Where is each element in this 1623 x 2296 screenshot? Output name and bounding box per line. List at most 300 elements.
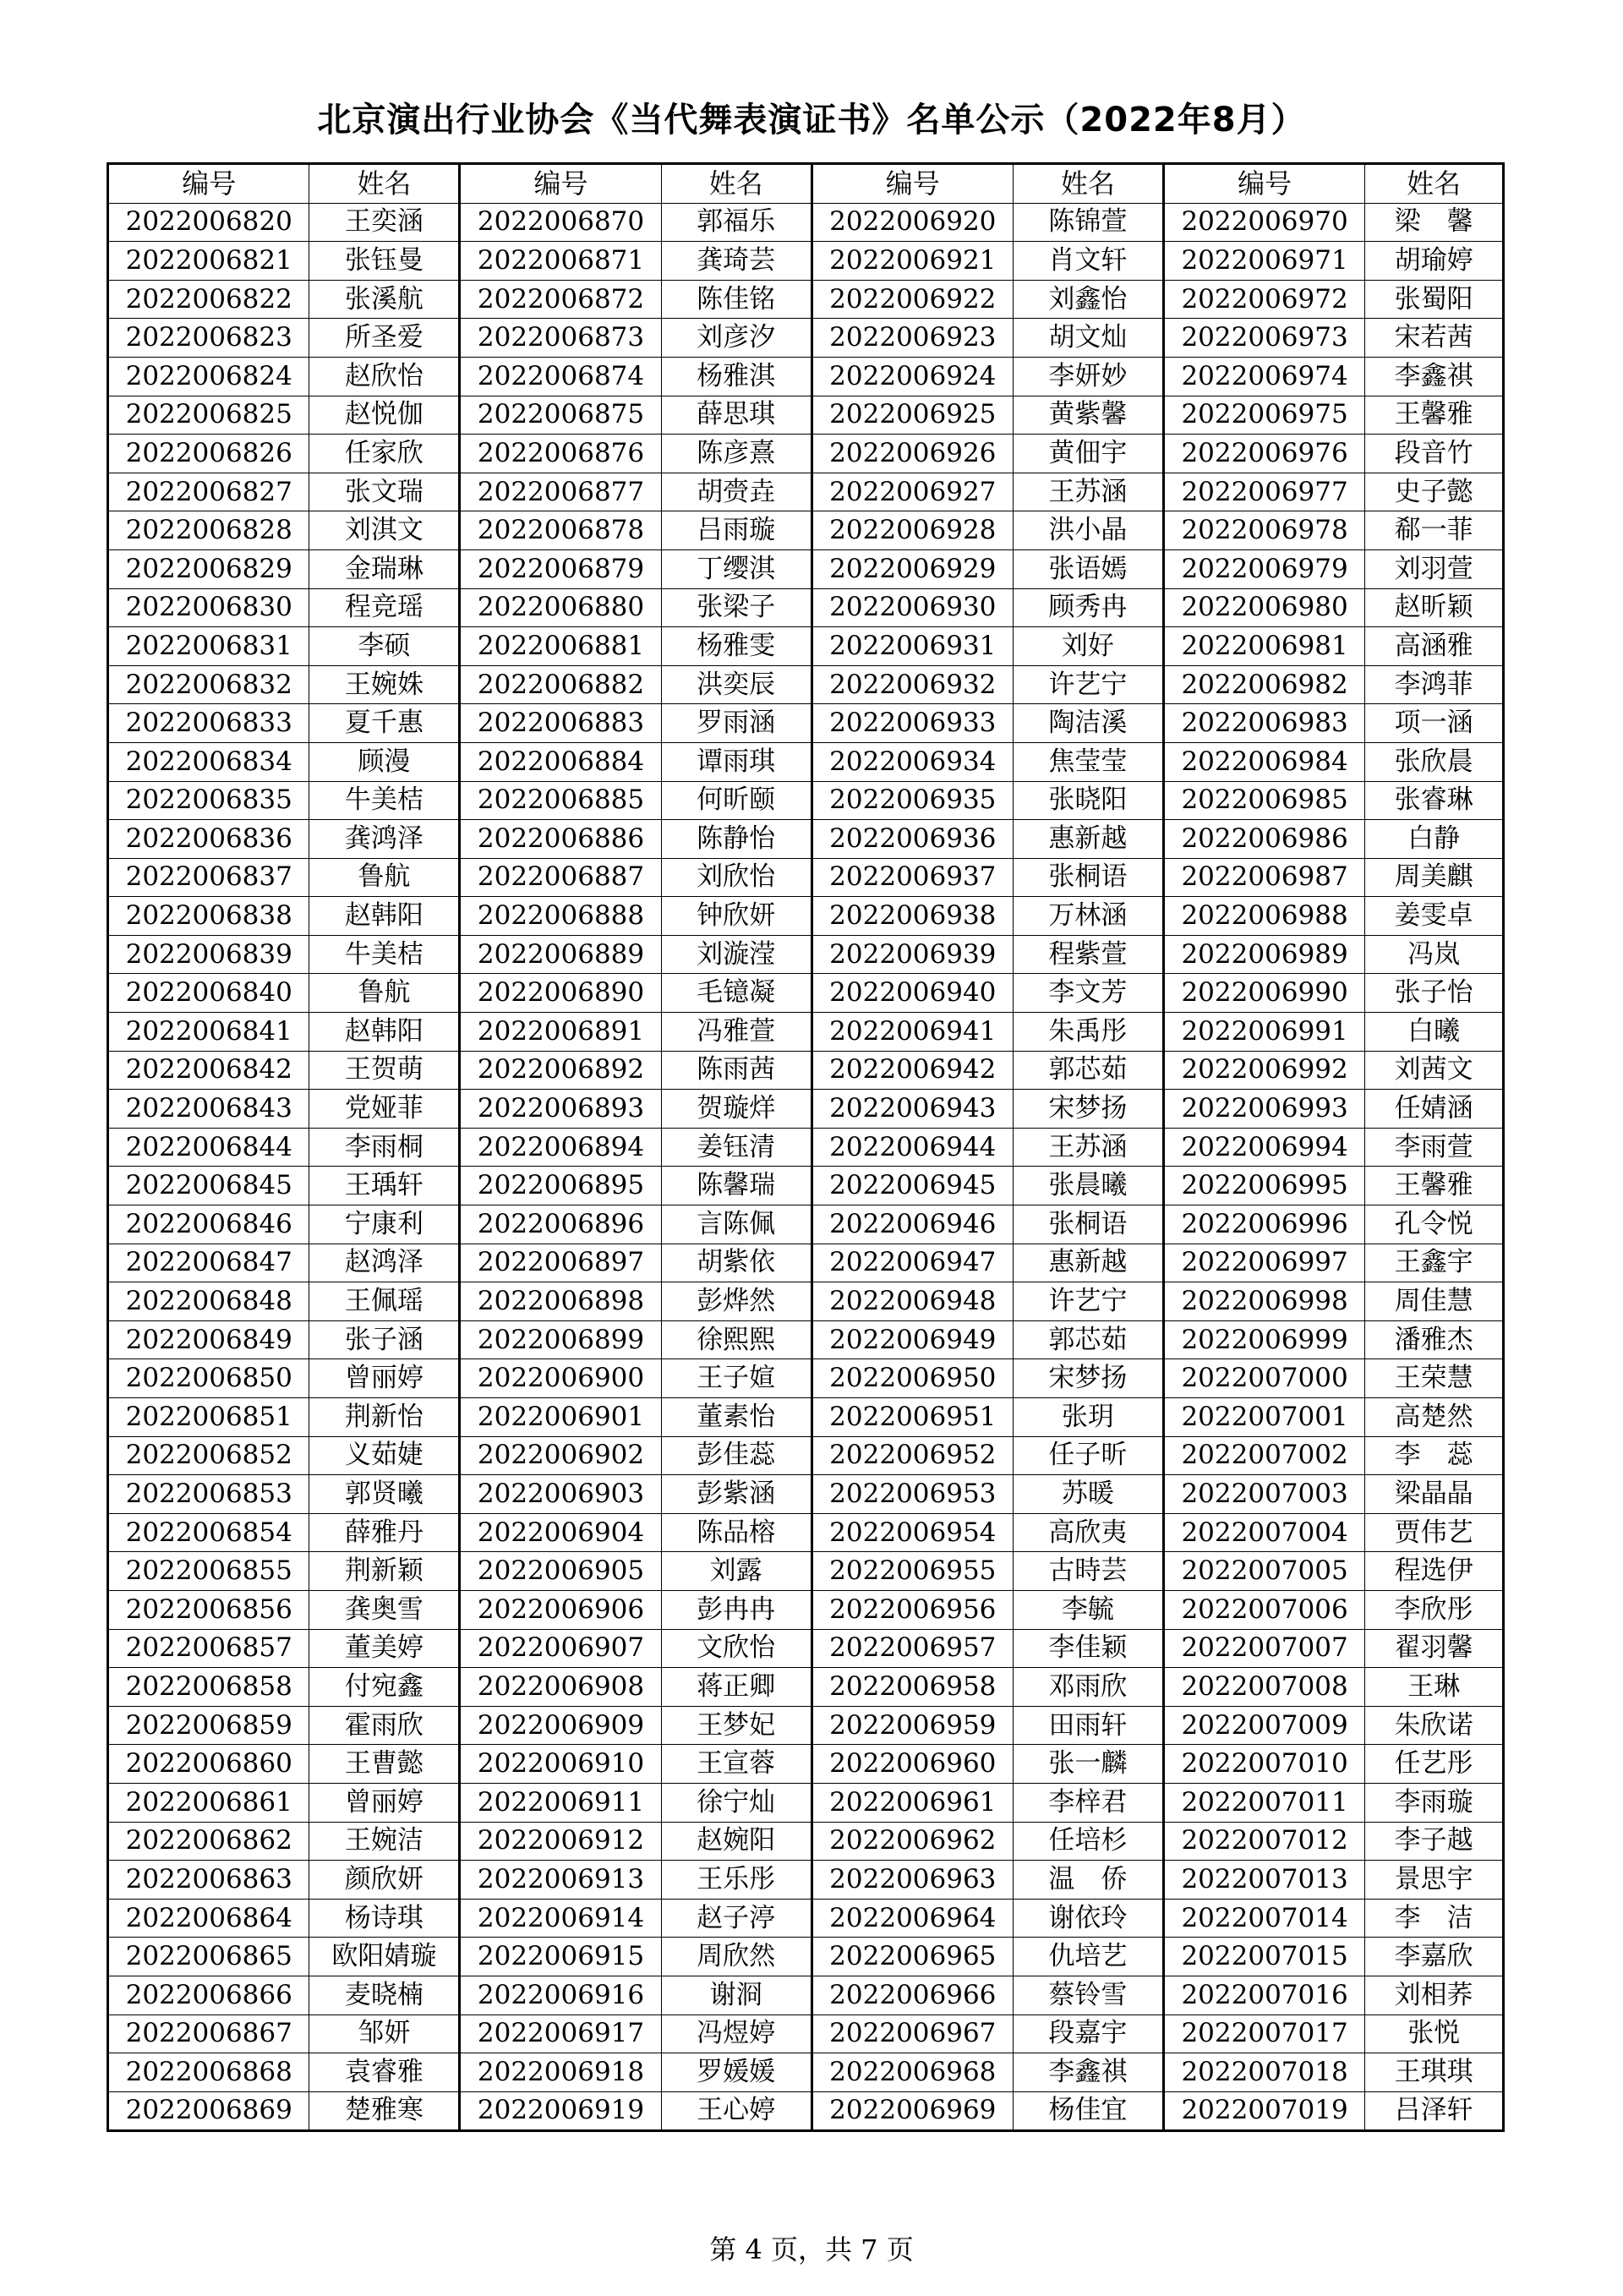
certificate-number-cell: 2022007007 bbox=[1163, 1629, 1364, 1668]
holder-name-cell: 薛思琪 bbox=[661, 396, 812, 435]
certificate-number-cell: 2022006965 bbox=[812, 1938, 1013, 1976]
table-row bbox=[108, 1745, 1504, 1784]
holder-name-cell: 梁 馨 bbox=[1365, 203, 1504, 242]
certificate-number-cell: 2022006963 bbox=[812, 1861, 1013, 1900]
certificate-number-cell: 2022006934 bbox=[812, 742, 1013, 781]
certificate-number-cell: 2022006828 bbox=[108, 511, 309, 550]
certificate-number-cell: 2022006866 bbox=[108, 1976, 309, 2014]
certificate-number-cell: 2022006878 bbox=[460, 511, 661, 550]
certificate-number-cell: 2022006976 bbox=[1163, 435, 1364, 473]
holder-name-cell: 王馨雅 bbox=[1365, 396, 1504, 435]
holder-name-cell: 任家欣 bbox=[309, 435, 460, 473]
holder-name-cell: 文欣怡 bbox=[661, 1629, 812, 1668]
table-row bbox=[108, 1128, 1504, 1167]
roster-body bbox=[108, 203, 1504, 2131]
certificate-number-cell: 2022007000 bbox=[1163, 1359, 1364, 1398]
certificate-number-cell: 2022006833 bbox=[108, 704, 309, 743]
table-row bbox=[108, 1976, 1504, 2014]
holder-name-cell: 王瑀轩 bbox=[309, 1167, 460, 1205]
certificate-number-cell: 2022006826 bbox=[108, 435, 309, 473]
certificate-number-cell: 2022006834 bbox=[108, 742, 309, 781]
certificate-number-cell: 2022007013 bbox=[1163, 1861, 1364, 1900]
certificate-number-cell: 2022006909 bbox=[460, 1706, 661, 1745]
table-row bbox=[108, 781, 1504, 820]
holder-name-cell: 彭紫涵 bbox=[661, 1475, 812, 1514]
holder-name-cell: 史子懿 bbox=[1365, 473, 1504, 511]
holder-name-cell: 赵悦伽 bbox=[309, 396, 460, 435]
certificate-number-cell: 2022006899 bbox=[460, 1320, 661, 1359]
table-row bbox=[108, 511, 1504, 550]
table-row bbox=[108, 1513, 1504, 1552]
holder-name-cell: 李梓君 bbox=[1014, 1783, 1164, 1822]
holder-name-cell: 彭冉冉 bbox=[661, 1590, 812, 1629]
certificate-number-cell: 2022007010 bbox=[1163, 1745, 1364, 1784]
certificate-number-cell: 2022006835 bbox=[108, 781, 309, 820]
holder-name-cell: 彭佳蕊 bbox=[661, 1436, 812, 1475]
holder-name-cell: 谭雨琪 bbox=[661, 742, 812, 781]
table-row bbox=[108, 1475, 1504, 1514]
certificate-number-cell: 2022006925 bbox=[812, 396, 1013, 435]
holder-name-cell: 孔令悦 bbox=[1365, 1205, 1504, 1244]
holder-name-cell: 姜雯卓 bbox=[1365, 897, 1504, 936]
certificate-number-cell: 2022006887 bbox=[460, 858, 661, 897]
certificate-number-cell: 2022006884 bbox=[460, 742, 661, 781]
certificate-number-cell: 2022006863 bbox=[108, 1861, 309, 1900]
certificate-number-cell: 2022006850 bbox=[108, 1359, 309, 1398]
holder-name-cell: 李雨萱 bbox=[1365, 1128, 1504, 1167]
holder-name-cell: 党娅菲 bbox=[309, 1090, 460, 1129]
holder-name-cell: 何昕颐 bbox=[661, 781, 812, 820]
holder-name-cell: 陶洁溪 bbox=[1014, 704, 1164, 743]
certificate-number-cell: 2022007017 bbox=[1163, 2014, 1364, 2053]
certificate-number-cell: 2022007002 bbox=[1163, 1436, 1364, 1475]
table-row bbox=[108, 1090, 1504, 1129]
holder-name-cell: 赵鸿泽 bbox=[309, 1244, 460, 1282]
certificate-number-cell: 2022007009 bbox=[1163, 1706, 1364, 1745]
certificate-number-cell: 2022006998 bbox=[1163, 1282, 1364, 1321]
holder-name-cell: 张玥 bbox=[1014, 1398, 1164, 1437]
holder-name-cell: 郗一菲 bbox=[1365, 511, 1504, 550]
table-row bbox=[108, 1822, 1504, 1861]
holder-name-cell: 李鑫祺 bbox=[1365, 357, 1504, 396]
holder-name-cell: 丁缨淇 bbox=[661, 549, 812, 588]
holder-name-cell: 薛雅丹 bbox=[309, 1513, 460, 1552]
certificate-number-cell: 2022006885 bbox=[460, 781, 661, 820]
holder-name-cell: 赵婉阳 bbox=[661, 1822, 812, 1861]
certificate-number-cell: 2022007001 bbox=[1163, 1398, 1364, 1437]
table-row bbox=[108, 1051, 1504, 1090]
holder-name-cell: 刘漩滢 bbox=[661, 935, 812, 974]
certificate-number-cell: 2022006865 bbox=[108, 1938, 309, 1976]
holder-name-cell: 王鑫宇 bbox=[1365, 1244, 1504, 1282]
holder-name-cell: 鲁航 bbox=[309, 858, 460, 897]
certificate-number-cell: 2022006869 bbox=[108, 2091, 309, 2131]
certificate-number-cell: 2022006970 bbox=[1163, 203, 1364, 242]
certificate-number-cell: 2022006999 bbox=[1163, 1320, 1364, 1359]
certificate-number-cell: 2022006856 bbox=[108, 1590, 309, 1629]
certificate-number-cell: 2022007012 bbox=[1163, 1822, 1364, 1861]
certificate-number-cell: 2022006933 bbox=[812, 704, 1013, 743]
holder-name-cell: 郭贤曦 bbox=[309, 1475, 460, 1514]
holder-name-cell: 翟羽馨 bbox=[1365, 1629, 1504, 1668]
certificate-number-cell: 2022006992 bbox=[1163, 1051, 1364, 1090]
holder-name-cell: 贾伟艺 bbox=[1365, 1513, 1504, 1552]
holder-name-cell: 赵韩阳 bbox=[309, 1013, 460, 1052]
certificate-number-cell: 2022007005 bbox=[1163, 1552, 1364, 1591]
holder-name-cell: 荆新怡 bbox=[309, 1398, 460, 1437]
certificate-number-cell: 2022006873 bbox=[460, 319, 661, 358]
certificate-number-cell: 2022006838 bbox=[108, 897, 309, 936]
holder-name-cell: 周佳慧 bbox=[1365, 1282, 1504, 1321]
header-row bbox=[108, 164, 1504, 204]
holder-name-cell: 高欣夷 bbox=[1014, 1513, 1164, 1552]
certificate-number-cell: 2022007014 bbox=[1163, 1899, 1364, 1938]
column-header-number: 编号 bbox=[1163, 164, 1364, 204]
certificate-number-cell: 2022006993 bbox=[1163, 1090, 1364, 1129]
certificate-number-cell: 2022006917 bbox=[460, 2014, 661, 2053]
certificate-number-cell: 2022006903 bbox=[460, 1475, 661, 1514]
certificate-number-cell: 2022006930 bbox=[812, 588, 1013, 627]
holder-name-cell: 高涵雅 bbox=[1365, 627, 1504, 666]
certificate-number-cell: 2022006984 bbox=[1163, 742, 1364, 781]
table-row bbox=[108, 1783, 1504, 1822]
holder-name-cell: 蒋正卿 bbox=[661, 1668, 812, 1707]
certificate-number-cell: 2022006957 bbox=[812, 1629, 1013, 1668]
certificate-number-cell: 2022006886 bbox=[460, 820, 661, 859]
holder-name-cell: 张溪航 bbox=[309, 280, 460, 319]
holder-name-cell: 龚鸿泽 bbox=[309, 820, 460, 859]
certificate-number-cell: 2022006874 bbox=[460, 357, 661, 396]
holder-name-cell: 李雨璇 bbox=[1365, 1783, 1504, 1822]
certificate-number-cell: 2022006912 bbox=[460, 1822, 661, 1861]
holder-name-cell: 李 蕊 bbox=[1365, 1436, 1504, 1475]
holder-name-cell: 温 侨 bbox=[1014, 1861, 1164, 1900]
certificate-number-cell: 2022006955 bbox=[812, 1552, 1013, 1591]
certificate-number-cell: 2022006956 bbox=[812, 1590, 1013, 1629]
certificate-number-cell: 2022006852 bbox=[108, 1436, 309, 1475]
column-header-number: 编号 bbox=[460, 164, 661, 204]
certificate-number-cell: 2022006880 bbox=[460, 588, 661, 627]
table-row bbox=[108, 1552, 1504, 1591]
holder-name-cell: 王苏涵 bbox=[1014, 473, 1164, 511]
holder-name-cell: 霍雨欣 bbox=[309, 1706, 460, 1745]
certificate-number-cell: 2022006985 bbox=[1163, 781, 1364, 820]
holder-name-cell: 毛镱凝 bbox=[661, 974, 812, 1013]
table-row bbox=[108, 897, 1504, 936]
holder-name-cell: 段音竹 bbox=[1365, 435, 1504, 473]
certificate-number-cell: 2022006980 bbox=[1163, 588, 1364, 627]
certificate-number-cell: 2022006945 bbox=[812, 1167, 1013, 1205]
table-row bbox=[108, 1706, 1504, 1745]
holder-name-cell: 董美婷 bbox=[309, 1629, 460, 1668]
certificate-number-cell: 2022006937 bbox=[812, 858, 1013, 897]
holder-name-cell: 彭烨然 bbox=[661, 1282, 812, 1321]
certificate-number-cell: 2022006942 bbox=[812, 1051, 1013, 1090]
holder-name-cell: 吕雨璇 bbox=[661, 511, 812, 550]
certificate-number-cell: 2022006931 bbox=[812, 627, 1013, 666]
holder-name-cell: 白静 bbox=[1365, 820, 1504, 859]
holder-name-cell: 张桐语 bbox=[1014, 858, 1164, 897]
certificate-number-cell: 2022006997 bbox=[1163, 1244, 1364, 1282]
holder-name-cell: 任培杉 bbox=[1014, 1822, 1164, 1861]
certificate-number-cell: 2022006969 bbox=[812, 2091, 1013, 2131]
holder-name-cell: 罗媛媛 bbox=[661, 2053, 812, 2092]
certificate-number-cell: 2022006961 bbox=[812, 1783, 1013, 1822]
certificate-number-cell: 2022006890 bbox=[460, 974, 661, 1013]
holder-name-cell: 张语嫣 bbox=[1014, 549, 1164, 588]
holder-name-cell: 黄紫馨 bbox=[1014, 396, 1164, 435]
holder-name-cell: 张桐语 bbox=[1014, 1205, 1164, 1244]
holder-name-cell: 徐熙熙 bbox=[661, 1320, 812, 1359]
certificate-number-cell: 2022006896 bbox=[460, 1205, 661, 1244]
table-row bbox=[108, 820, 1504, 859]
certificate-number-cell: 2022007016 bbox=[1163, 1976, 1364, 2014]
certificate-number-cell: 2022006870 bbox=[460, 203, 661, 242]
certificate-number-cell: 2022006921 bbox=[812, 242, 1013, 281]
holder-name-cell: 李 洁 bbox=[1365, 1899, 1504, 1938]
holder-name-cell: 白曦 bbox=[1365, 1013, 1504, 1052]
certificate-number-cell: 2022006946 bbox=[812, 1205, 1013, 1244]
certificate-number-cell: 2022006872 bbox=[460, 280, 661, 319]
holder-name-cell: 王荣慧 bbox=[1365, 1359, 1504, 1398]
certificate-number-cell: 2022006972 bbox=[1163, 280, 1364, 319]
certificate-number-cell: 2022006904 bbox=[460, 1513, 661, 1552]
certificate-number-cell: 2022006923 bbox=[812, 319, 1013, 358]
table-row bbox=[108, 549, 1504, 588]
table-row bbox=[108, 1282, 1504, 1321]
certificate-number-cell: 2022006944 bbox=[812, 1128, 1013, 1167]
certificate-number-cell: 2022006906 bbox=[460, 1590, 661, 1629]
holder-name-cell: 胡文灿 bbox=[1014, 319, 1164, 358]
certificate-number-cell: 2022006843 bbox=[108, 1090, 309, 1129]
certificate-number-cell: 2022006943 bbox=[812, 1090, 1013, 1129]
holder-name-cell: 张文瑞 bbox=[309, 473, 460, 511]
holder-name-cell: 王馨雅 bbox=[1365, 1167, 1504, 1205]
table-row bbox=[108, 242, 1504, 281]
holder-name-cell: 张睿琳 bbox=[1365, 781, 1504, 820]
holder-name-cell: 张子怡 bbox=[1365, 974, 1504, 1013]
table-row bbox=[108, 627, 1504, 666]
holder-name-cell: 曾丽婷 bbox=[309, 1783, 460, 1822]
table-row bbox=[108, 1938, 1504, 1976]
holder-name-cell: 仇培艺 bbox=[1014, 1938, 1164, 1976]
certificate-number-cell: 2022006939 bbox=[812, 935, 1013, 974]
holder-name-cell: 麦晓楠 bbox=[309, 1976, 460, 2014]
holder-name-cell: 陈馨瑞 bbox=[661, 1167, 812, 1205]
certificate-number-cell: 2022006915 bbox=[460, 1938, 661, 1976]
certificate-number-cell: 2022006889 bbox=[460, 935, 661, 974]
holder-name-cell: 张欣晨 bbox=[1365, 742, 1504, 781]
holder-name-cell: 夏千惠 bbox=[309, 704, 460, 743]
table-row bbox=[108, 203, 1504, 242]
holder-name-cell: 朱禹彤 bbox=[1014, 1013, 1164, 1052]
certificate-number-cell: 2022006839 bbox=[108, 935, 309, 974]
certificate-number-cell: 2022006840 bbox=[108, 974, 309, 1013]
holder-name-cell: 洪小晶 bbox=[1014, 511, 1164, 550]
certificate-number-cell: 2022006986 bbox=[1163, 820, 1364, 859]
table-row bbox=[108, 974, 1504, 1013]
holder-name-cell: 田雨轩 bbox=[1014, 1706, 1164, 1745]
certificate-number-cell: 2022006851 bbox=[108, 1398, 309, 1437]
holder-name-cell: 胡赍垚 bbox=[661, 473, 812, 511]
table-row bbox=[108, 1167, 1504, 1205]
certificate-number-cell: 2022006947 bbox=[812, 1244, 1013, 1282]
holder-name-cell: 高楚然 bbox=[1365, 1398, 1504, 1437]
certificate-number-cell: 2022007003 bbox=[1163, 1475, 1364, 1514]
certificate-number-cell: 2022006876 bbox=[460, 435, 661, 473]
certificate-number-cell: 2022006893 bbox=[460, 1090, 661, 1129]
holder-name-cell: 义茹婕 bbox=[309, 1436, 460, 1475]
certificate-number-cell: 2022006990 bbox=[1163, 974, 1364, 1013]
certificate-number-cell: 2022006857 bbox=[108, 1629, 309, 1668]
holder-name-cell: 李毓 bbox=[1014, 1590, 1164, 1629]
table-row bbox=[108, 396, 1504, 435]
certificate-number-cell: 2022006971 bbox=[1163, 242, 1364, 281]
certificate-number-cell: 2022006922 bbox=[812, 280, 1013, 319]
holder-name-cell: 王琪琪 bbox=[1365, 2053, 1504, 2092]
holder-name-cell: 李文芳 bbox=[1014, 974, 1164, 1013]
holder-name-cell: 洪奕辰 bbox=[661, 665, 812, 704]
certificate-number-cell: 2022006868 bbox=[108, 2053, 309, 2092]
certificate-number-cell: 2022006907 bbox=[460, 1629, 661, 1668]
holder-name-cell: 刘露 bbox=[661, 1552, 812, 1591]
certificate-number-cell: 2022006960 bbox=[812, 1745, 1013, 1784]
holder-name-cell: 赵韩阳 bbox=[309, 897, 460, 936]
holder-name-cell: 荆新颖 bbox=[309, 1552, 460, 1591]
holder-name-cell: 董素怡 bbox=[661, 1398, 812, 1437]
certificate-number-cell: 2022007015 bbox=[1163, 1938, 1364, 1976]
certificate-number-cell: 2022006948 bbox=[812, 1282, 1013, 1321]
certificate-number-cell: 2022006892 bbox=[460, 1051, 661, 1090]
certificate-number-cell: 2022006973 bbox=[1163, 319, 1364, 358]
certificate-number-cell: 2022006882 bbox=[460, 665, 661, 704]
holder-name-cell: 苏暖 bbox=[1014, 1475, 1164, 1514]
certificate-number-cell: 2022006823 bbox=[108, 319, 309, 358]
certificate-number-cell: 2022007008 bbox=[1163, 1668, 1364, 1707]
certificate-number-cell: 2022006913 bbox=[460, 1861, 661, 1900]
column-header-number: 编号 bbox=[812, 164, 1013, 204]
holder-name-cell: 程竞瑶 bbox=[309, 588, 460, 627]
certificate-number-cell: 2022006928 bbox=[812, 511, 1013, 550]
holder-name-cell: 邓雨欣 bbox=[1014, 1668, 1164, 1707]
certificate-number-cell: 2022006860 bbox=[108, 1745, 309, 1784]
holder-name-cell: 赵昕颖 bbox=[1365, 588, 1504, 627]
certificate-number-cell: 2022006862 bbox=[108, 1822, 309, 1861]
table-row bbox=[108, 473, 1504, 511]
holder-name-cell: 姜钰清 bbox=[661, 1128, 812, 1167]
holder-name-cell: 付宛鑫 bbox=[309, 1668, 460, 1707]
certificate-number-cell: 2022006895 bbox=[460, 1167, 661, 1205]
table-row bbox=[108, 2053, 1504, 2092]
certificate-number-cell: 2022006854 bbox=[108, 1513, 309, 1552]
holder-name-cell: 王贺萌 bbox=[309, 1051, 460, 1090]
holder-name-cell: 郭芯茹 bbox=[1014, 1051, 1164, 1090]
holder-name-cell: 胡紫依 bbox=[661, 1244, 812, 1282]
holder-name-cell: 王梦妃 bbox=[661, 1706, 812, 1745]
table-row bbox=[108, 1668, 1504, 1707]
certificate-number-cell: 2022006842 bbox=[108, 1051, 309, 1090]
holder-name-cell: 赵子渟 bbox=[661, 1899, 812, 1938]
holder-name-cell: 张钰曼 bbox=[309, 242, 460, 281]
holder-name-cell: 宋梦扬 bbox=[1014, 1090, 1164, 1129]
holder-name-cell: 陈彦熹 bbox=[661, 435, 812, 473]
holder-name-cell: 顾秀冉 bbox=[1014, 588, 1164, 627]
certificate-number-cell: 2022006935 bbox=[812, 781, 1013, 820]
holder-name-cell: 刘彦汐 bbox=[661, 319, 812, 358]
table-row bbox=[108, 1861, 1504, 1900]
holder-name-cell: 王子媗 bbox=[661, 1359, 812, 1398]
holder-name-cell: 梁晶晶 bbox=[1365, 1475, 1504, 1514]
holder-name-cell: 惠新越 bbox=[1014, 820, 1164, 859]
holder-name-cell: 牛美桔 bbox=[309, 781, 460, 820]
certificate-number-cell: 2022007006 bbox=[1163, 1590, 1364, 1629]
holder-name-cell: 王苏涵 bbox=[1014, 1128, 1164, 1167]
certificate-number-cell: 2022006831 bbox=[108, 627, 309, 666]
certificate-number-cell: 2022006881 bbox=[460, 627, 661, 666]
certificate-number-cell: 2022007018 bbox=[1163, 2053, 1364, 2092]
holder-name-cell: 王琳 bbox=[1365, 1668, 1504, 1707]
holder-name-cell: 刘淇文 bbox=[309, 511, 460, 550]
holder-name-cell: 李佳颖 bbox=[1014, 1629, 1164, 1668]
holder-name-cell: 鲁航 bbox=[309, 974, 460, 1013]
certificate-number-cell: 2022006894 bbox=[460, 1128, 661, 1167]
certificate-number-cell: 2022006918 bbox=[460, 2053, 661, 2092]
table-row bbox=[108, 1398, 1504, 1437]
certificate-number-cell: 2022006940 bbox=[812, 974, 1013, 1013]
holder-name-cell: 程选伊 bbox=[1365, 1552, 1504, 1591]
holder-name-cell: 李子越 bbox=[1365, 1822, 1504, 1861]
holder-name-cell: 龚琦芸 bbox=[661, 242, 812, 281]
holder-name-cell: 黄佃宇 bbox=[1014, 435, 1164, 473]
table-row bbox=[108, 1244, 1504, 1282]
certificate-number-cell: 2022006914 bbox=[460, 1899, 661, 1938]
holder-name-cell: 楚雅寒 bbox=[309, 2091, 460, 2131]
holder-name-cell: 张蜀阳 bbox=[1365, 280, 1504, 319]
certificate-number-cell: 2022006962 bbox=[812, 1822, 1013, 1861]
holder-name-cell: 钟欣妍 bbox=[661, 897, 812, 936]
certificate-number-cell: 2022006964 bbox=[812, 1899, 1013, 1938]
certificate-number-cell: 2022006941 bbox=[812, 1013, 1013, 1052]
certificate-number-cell: 2022006821 bbox=[108, 242, 309, 281]
holder-name-cell: 顾漫 bbox=[309, 742, 460, 781]
table-row bbox=[108, 742, 1504, 781]
certificate-number-cell: 2022006966 bbox=[812, 1976, 1013, 2014]
certificate-number-cell: 2022006958 bbox=[812, 1668, 1013, 1707]
certificate-number-cell: 2022006995 bbox=[1163, 1167, 1364, 1205]
holder-name-cell: 景思宇 bbox=[1365, 1861, 1504, 1900]
certificate-number-cell: 2022006982 bbox=[1163, 665, 1364, 704]
holder-name-cell: 王心婷 bbox=[661, 2091, 812, 2131]
holder-name-cell: 李嘉欣 bbox=[1365, 1938, 1504, 1976]
certificate-number-cell: 2022006988 bbox=[1163, 897, 1364, 936]
certificate-number-cell: 2022006905 bbox=[460, 1552, 661, 1591]
holder-name-cell: 任艺彤 bbox=[1365, 1745, 1504, 1784]
holder-name-cell: 张晓阳 bbox=[1014, 781, 1164, 820]
certificate-number-cell: 2022006996 bbox=[1163, 1205, 1364, 1244]
holder-name-cell: 杨佳宜 bbox=[1014, 2091, 1164, 2131]
holder-name-cell: 冯岚 bbox=[1365, 935, 1504, 974]
holder-name-cell: 刘茜文 bbox=[1365, 1051, 1504, 1090]
certificate-number-cell: 2022006846 bbox=[108, 1205, 309, 1244]
holder-name-cell: 陈雨茜 bbox=[661, 1051, 812, 1090]
holder-name-cell: 项一涵 bbox=[1365, 704, 1504, 743]
holder-name-cell: 肖文轩 bbox=[1014, 242, 1164, 281]
holder-name-cell: 杨雅淇 bbox=[661, 357, 812, 396]
holder-name-cell: 杨诗琪 bbox=[309, 1899, 460, 1938]
certificate-number-cell: 2022006920 bbox=[812, 203, 1013, 242]
table-row bbox=[108, 1629, 1504, 1668]
certificate-number-cell: 2022006981 bbox=[1163, 627, 1364, 666]
